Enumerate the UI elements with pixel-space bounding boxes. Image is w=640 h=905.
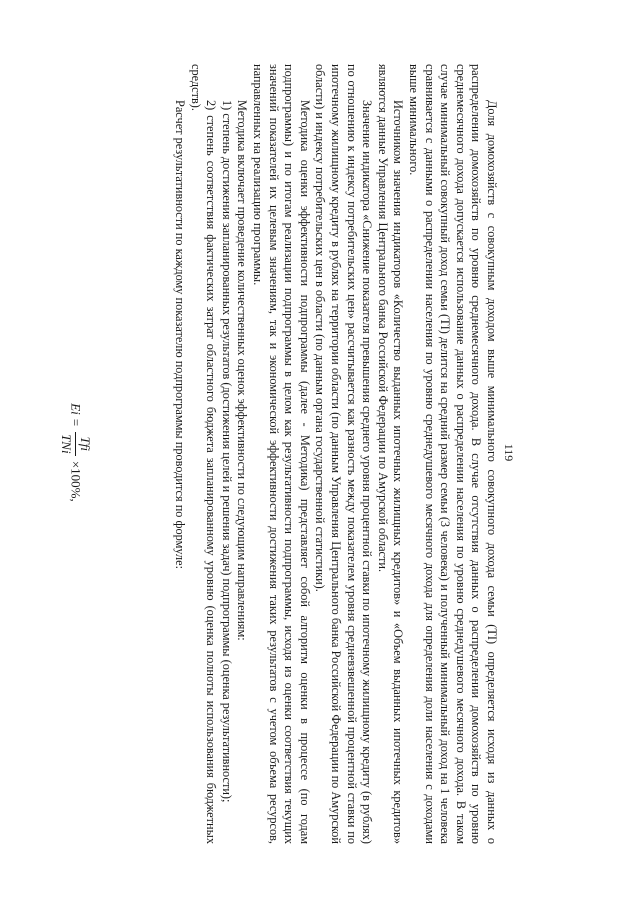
paragraph-indicator-source: Источником значения индикаторов «Количество выданных ипотечных жилищных кредитов» и «Объем выданных ипотечных кредитов» являются данные Управления Центрального банка Российской Федерации по Амурской области. xyxy=(375,64,406,844)
formula xyxy=(58,0,93,905)
paragraph-interest-rate-indicator: Значение индикатора «Снижение показателя превышения среднего уровня процентной ставки по ипотечному жилищному кредиту (в рублях) по отношению к индексу потребительских цен» рассчитывается как разность между показателем уровня средневзвешенной процентной ставки по ипотечному жилищному кредиту в рублях на территории области (по данным Управления Центрального банка Российской Федерации по Амурской области) и индексу потребительских цен в области (по данным органа государственной статистики). xyxy=(313,64,375,844)
paragraph-formula-intro: Расчет результативности по каждому показателю подпрограммы проводится по формуле: xyxy=(173,100,188,569)
formula-fraction xyxy=(58,432,93,456)
formula-lhs: Ei = xyxy=(68,403,84,427)
list-item-results: 1) степень достижения запланированных результатов (достижения целей и решения задач) подпрограммы (оценка результативности); xyxy=(219,100,234,803)
paragraph-methodology: Методика оценки эффективности подпрограммы (далее - Методика) представляет собой алгоритм оценки в процессе (по годам подпрограммы) и по итогам реализации подпрограммы в целом как результативности подпрограммы, исходя из оценки соответствия текущих значений показателей их целевым значениям, так и экономической эффективности достижения таких результатов с учетом объема ресурсов, направленных на реализацию программы. xyxy=(251,64,312,844)
list-item-budget: 2) степень соответствия фактических затрат областного бюджета запланированному уровню (оценка полноты использования бюджетных средств). xyxy=(188,64,219,844)
paragraph-assessment-directions: Методика включает проведение количественных оценок эффективности по следующим направлениям: xyxy=(235,100,250,641)
body-text xyxy=(172,64,499,844)
formula-numerator: Tfi xyxy=(75,432,93,456)
paragraph-household-share: Доля домохозяйств с совокупным доходом выше минимального совокупного дохода семьи (ТI) определяется исходя из данных о распределении домохозяйств по уровню среднемесячного дохода. В случае отсутствия данных о распределении домохозяйств по уровню среднемесячного дохода допускается использование данных о распределении населения по уровню среднедушевого месячного дохода. В таком случае минимальный совокупный доход семьи (ТI) делится на средний размер семьи (3 человека) и полученный минимальный доход на 1 человека сравнивается с данными о распределении населения по уровню среднедушевого месячного дохода для определения доли населения с доходами выше минимального. xyxy=(407,64,499,844)
page-number: 119 xyxy=(502,443,516,462)
formula-denominator: TNi xyxy=(59,434,74,454)
formula-tail: ×100%, xyxy=(68,460,84,502)
